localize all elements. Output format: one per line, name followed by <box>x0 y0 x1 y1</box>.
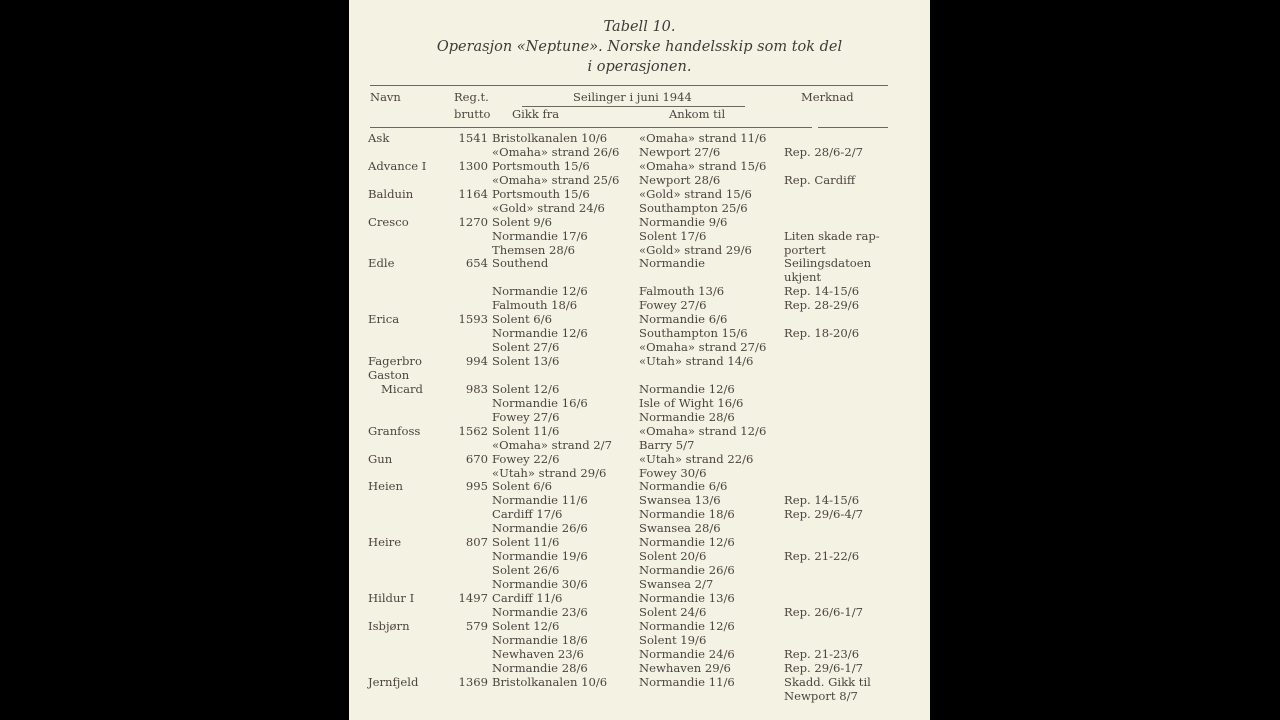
cell-note: Rep. 26/6-1/7 <box>784 604 863 619</box>
table-row <box>349 313 930 327</box>
table-row <box>349 299 930 313</box>
table-row <box>349 369 930 383</box>
header-bottom-rule-note <box>818 127 888 128</box>
table-row <box>349 578 930 592</box>
table-row <box>349 411 930 425</box>
cell-from: Themsen 28/6 <box>492 242 576 257</box>
cell-to: Normandie 11/6 <box>639 674 735 689</box>
table-row <box>349 606 930 620</box>
cell-reg: 1369 <box>458 674 488 689</box>
cell-reg: 1562 <box>458 423 488 438</box>
cell-to: «Gold» strand 15/6 <box>639 186 752 201</box>
cell-name: Erica <box>368 312 400 327</box>
cell-note: Rep. 14-15/6 <box>784 493 860 508</box>
table-row <box>349 648 930 662</box>
cell-to: Newport 27/6 <box>639 144 721 159</box>
cell-to: Normandie 9/6 <box>639 214 728 229</box>
cell-from: Normandie 16/6 <box>492 395 588 410</box>
table-row <box>349 230 930 244</box>
table-row <box>349 620 930 634</box>
cell-name: Cresco <box>368 214 409 229</box>
cell-from: Fowey 22/6 <box>492 451 560 466</box>
cell-note: ukjent <box>784 270 822 285</box>
cell-to: Normandie 6/6 <box>639 479 728 494</box>
cell-from: Normandie 11/6 <box>492 493 588 508</box>
header-to: Ankom til <box>669 107 726 121</box>
table-row <box>349 146 930 160</box>
table-row <box>349 257 930 271</box>
cell-to: «Omaha» strand 27/6 <box>639 340 767 355</box>
cell-note: Rep. 28-29/6 <box>784 298 860 313</box>
cell-note: Skadd. Gikk til <box>784 674 871 689</box>
cell-from: Solent 27/6 <box>492 340 560 355</box>
table-row <box>349 285 930 299</box>
cell-from: Solent 11/6 <box>492 423 560 438</box>
cell-to: Normandie 13/6 <box>639 590 735 605</box>
cell-reg: 579 <box>465 618 488 633</box>
cell-note: Seilingsdatoen <box>784 256 872 271</box>
cell-note: Rep. 29/6-1/7 <box>784 660 863 675</box>
cell-to: Solent 20/6 <box>639 549 707 564</box>
cell-to: «Utah» strand 22/6 <box>639 451 754 466</box>
cell-from: Normandie 23/6 <box>492 604 588 619</box>
cell-note: Rep. 14-15/6 <box>784 284 860 299</box>
cell-to: Swansea 13/6 <box>639 493 721 508</box>
cell-from: Solent 9/6 <box>492 214 552 229</box>
cell-name: Edle <box>368 256 395 271</box>
cell-from: Normandie 12/6 <box>492 284 588 299</box>
table-row <box>349 244 930 258</box>
cell-to: Normandie 12/6 <box>639 381 735 396</box>
cell-from: Falmouth 18/6 <box>492 298 578 313</box>
cell-reg: 1593 <box>458 312 488 327</box>
cell-from: Solent 6/6 <box>492 479 552 494</box>
cell-to: Solent 17/6 <box>639 228 707 243</box>
cell-to: Normandie 24/6 <box>639 646 735 661</box>
cell-from: Normandie 30/6 <box>492 577 588 591</box>
cell-from: Solent 12/6 <box>492 381 560 396</box>
cell-to: Newhaven 29/6 <box>639 660 731 675</box>
header-name: Navn <box>370 90 401 104</box>
table-row <box>349 522 930 536</box>
cell-to: Barry 5/7 <box>639 437 695 452</box>
cell-to: Normandie 6/6 <box>639 312 728 327</box>
cell-from: Fowey 27/6 <box>492 409 560 424</box>
table-row <box>349 271 930 285</box>
cell-reg: 1497 <box>458 590 488 605</box>
cell-reg: 1300 <box>458 158 488 173</box>
cell-from: Normandie 19/6 <box>492 549 588 564</box>
cell-from: Bristolkanalen 10/6 <box>492 674 608 689</box>
cell-reg: 1270 <box>458 214 488 229</box>
cell-from: Normandie 18/6 <box>492 632 588 647</box>
cell-to: «Utah» strand 14/6 <box>639 354 754 368</box>
table-row <box>349 480 930 494</box>
ship-table <box>349 132 930 703</box>
cell-from: Newhaven 23/6 <box>492 646 584 661</box>
table-row <box>349 676 930 690</box>
header-bottom-rule <box>370 127 812 128</box>
cell-from: Normandie 26/6 <box>492 521 588 536</box>
cell-reg: 983 <box>465 381 488 396</box>
cell-note: portert <box>784 242 826 257</box>
cell-reg: 1164 <box>458 186 488 201</box>
cell-from: «Omaha» strand 25/6 <box>492 172 620 187</box>
header-note: Merknad <box>801 90 854 104</box>
cell-reg: 807 <box>465 535 488 550</box>
cell-from: Solent 11/6 <box>492 535 560 550</box>
cell-from: «Utah» strand 29/6 <box>492 465 607 480</box>
cell-from: Normandie 28/6 <box>492 660 588 675</box>
cell-to: Normandie 12/6 <box>639 618 735 633</box>
cell-note: Rep. 21-23/6 <box>784 646 860 661</box>
table-row <box>349 690 930 704</box>
table-row <box>349 132 930 146</box>
document-page <box>349 0 930 720</box>
table-row <box>349 662 930 676</box>
table-row <box>349 453 930 467</box>
cell-name: Fagerbro <box>368 354 422 368</box>
header-from: Gikk fra <box>512 107 560 121</box>
cell-name: Gun <box>368 451 393 466</box>
table-row <box>349 467 930 481</box>
table-row <box>349 439 930 453</box>
cell-to: Normandie 18/6 <box>639 507 735 522</box>
cell-from: Portsmouth 15/6 <box>492 158 590 173</box>
cell-to: «Omaha» strand 15/6 <box>639 158 767 173</box>
cell-name: Hildur I <box>368 590 415 605</box>
cell-to: Southampton 25/6 <box>639 200 748 215</box>
cell-from: Solent 13/6 <box>492 354 560 368</box>
table-row <box>349 327 930 341</box>
cell-from: Portsmouth 15/6 <box>492 186 590 201</box>
cell-to: Swansea 2/7 <box>639 577 714 591</box>
cell-name: Granfoss <box>368 423 421 438</box>
cell-from: Bristolkanalen 10/6 <box>492 131 608 145</box>
cell-from: Solent 6/6 <box>492 312 552 327</box>
cell-to: Southampton 15/6 <box>639 326 748 341</box>
cell-note: Rep. 18-20/6 <box>784 326 860 341</box>
cell-name: Heien <box>368 479 404 494</box>
table-row <box>349 634 930 648</box>
table-row <box>349 508 930 522</box>
cell-note: Rep. Cardiff <box>784 172 856 187</box>
cell-to: «Omaha» strand 12/6 <box>639 423 767 438</box>
cell-to: Newport 28/6 <box>639 172 721 187</box>
cell-to: Fowey 27/6 <box>639 298 707 313</box>
cell-note: Rep. 21-22/6 <box>784 549 860 564</box>
cell-from: «Omaha» strand 26/6 <box>492 144 620 159</box>
cell-from: «Gold» strand 24/6 <box>492 200 605 215</box>
cell-reg: 1541 <box>458 131 488 145</box>
table-title: Tabell 10. <box>603 19 676 35</box>
table-row <box>349 425 930 439</box>
cell-note: Newport 8/7 <box>784 688 858 703</box>
cell-to: Fowey 30/6 <box>639 465 707 480</box>
table-row <box>349 341 930 355</box>
cell-reg: 994 <box>465 354 488 368</box>
cell-to: Solent 19/6 <box>639 632 707 647</box>
cell-name: Micard <box>381 381 423 396</box>
table-row <box>349 202 930 216</box>
table-row <box>349 216 930 230</box>
cell-to: «Omaha» strand 11/6 <box>639 131 767 145</box>
table-row <box>349 355 930 369</box>
cell-name: Heire <box>368 535 402 550</box>
table-row <box>349 188 930 202</box>
cell-note: Rep. 28/6-2/7 <box>784 144 863 159</box>
top-rule <box>370 85 888 86</box>
cell-name: Jernfjeld <box>368 674 419 689</box>
cell-note: Liten skade rap- <box>784 228 880 243</box>
cell-to: Normandie <box>639 256 706 271</box>
cell-reg: 654 <box>465 256 488 271</box>
table-row <box>349 397 930 411</box>
cell-name: Isbjørn <box>368 618 410 633</box>
cell-to: «Gold» strand 29/6 <box>639 242 752 257</box>
cell-from: «Omaha» strand 2/7 <box>492 437 612 452</box>
cell-to: Normandie 12/6 <box>639 535 735 550</box>
header-reg-line2: brutto <box>454 107 491 121</box>
cell-to: Isle of Wight 16/6 <box>639 395 744 410</box>
cell-from: Solent 26/6 <box>492 563 560 578</box>
cell-from: Normandie 17/6 <box>492 228 588 243</box>
cell-to: Swansea 28/6 <box>639 521 721 536</box>
cell-reg: 670 <box>465 451 488 466</box>
cell-from: Cardiff 11/6 <box>492 590 563 605</box>
cell-from: Southend <box>492 256 549 271</box>
table-caption-line1: Operasjon «Neptune». Norske handelsskip som tok del <box>436 39 843 55</box>
header-sailings: Seilinger i juni 1944 <box>573 90 692 104</box>
cell-name: Ask <box>368 131 390 145</box>
cell-name: Gaston <box>368 367 410 382</box>
table-row <box>349 383 930 397</box>
table-row <box>349 564 930 578</box>
table-row <box>349 592 930 606</box>
table-row <box>349 550 930 564</box>
cell-to: Falmouth 13/6 <box>639 284 725 299</box>
table-row <box>349 174 930 188</box>
table-row <box>349 536 930 550</box>
table-row <box>349 494 930 508</box>
cell-from: Normandie 12/6 <box>492 326 588 341</box>
cell-to: Solent 24/6 <box>639 604 707 619</box>
table-row <box>349 160 930 174</box>
table-caption-line2: i operasjonen. <box>587 59 692 75</box>
cell-name: Advance I <box>368 158 427 173</box>
header-reg-line1: Reg.t. <box>454 90 489 104</box>
cell-from: Solent 12/6 <box>492 618 560 633</box>
cell-note: Rep. 29/6-4/7 <box>784 507 863 522</box>
cell-from: Cardiff 17/6 <box>492 507 563 522</box>
cell-to: Normandie 26/6 <box>639 563 735 578</box>
cell-to: Normandie 28/6 <box>639 409 735 424</box>
cell-name: Balduin <box>368 186 414 201</box>
cell-reg: 995 <box>465 479 488 494</box>
